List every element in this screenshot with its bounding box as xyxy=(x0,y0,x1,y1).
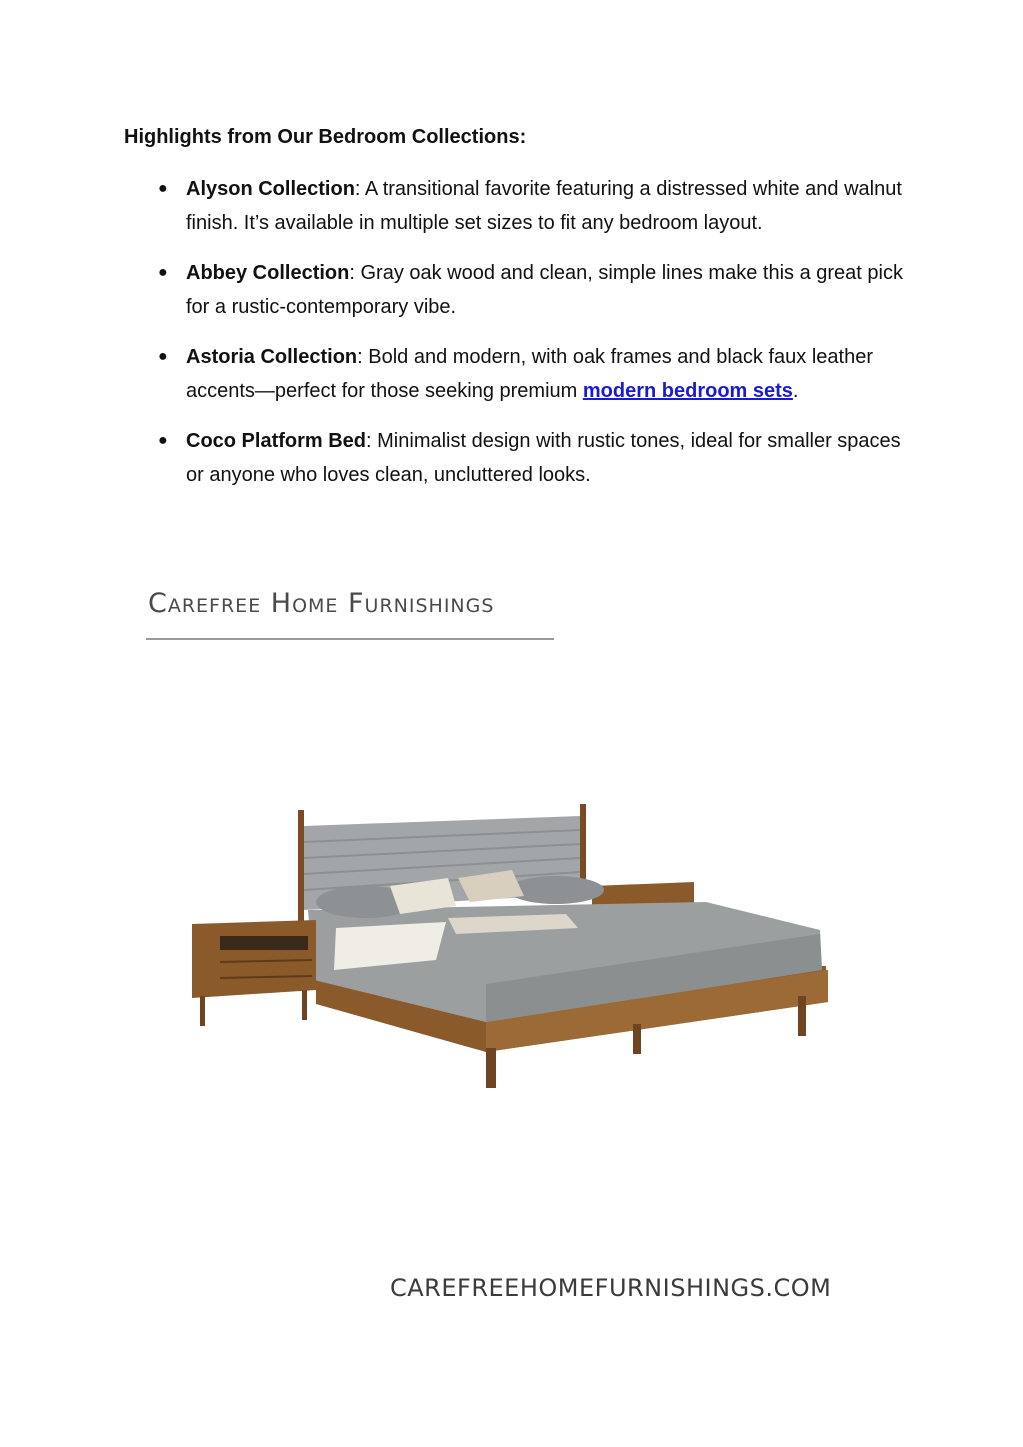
item-name: Abbey Collection xyxy=(186,262,350,284)
bed-leg xyxy=(633,1024,641,1054)
bed-leg xyxy=(798,996,806,1036)
item-text: : Gray oak wood and clean, simple lines make this a great pick for a rustic-contemporary vibe. xyxy=(186,262,903,318)
nightstand-leg xyxy=(302,990,307,1020)
item-name: Astoria Collection xyxy=(186,346,358,368)
bed-product-image xyxy=(186,790,836,1090)
bullet-icon: ● xyxy=(158,264,168,281)
headboard-post-left xyxy=(298,810,304,930)
list-item xyxy=(124,424,904,492)
bullet-icon: ● xyxy=(158,348,168,365)
page-heading: Highlights from Our Bedroom Collections: xyxy=(124,126,527,148)
pillow xyxy=(508,876,604,904)
list-item xyxy=(124,256,904,324)
item-text: : A transitional favorite featuring a distressed white and walnut finish. It’s available in multiple set sizes to fit any bedroom layout. xyxy=(186,178,902,234)
list-item xyxy=(124,172,904,240)
bullet-icon: ● xyxy=(158,432,168,449)
modern-bedroom-sets-link[interactable]: modern bedroom sets xyxy=(582,380,793,402)
bed-illustration xyxy=(186,790,836,1090)
bed-leg xyxy=(486,1048,496,1088)
list-item xyxy=(124,340,904,408)
website-url: CAREFREEHOMEFURNISHINGS.COM xyxy=(390,1274,832,1302)
item-name: Coco Platform Bed xyxy=(186,430,367,452)
bullet-icon: ● xyxy=(158,180,168,197)
item-name: Alyson Collection xyxy=(186,178,355,200)
item-text: : Minimalist design with rustic tones, ideal for smaller spaces or anyone who loves clean, uncluttered looks. xyxy=(186,430,901,486)
brand-divider xyxy=(146,638,554,640)
item-text-after: . xyxy=(792,380,799,402)
item-text: : Bold and modern, with oak frames and black faux leather accents—perfect for those seeking premium xyxy=(186,346,873,402)
nightstand-shelf xyxy=(220,936,308,950)
nightstand-left xyxy=(192,920,316,998)
collection-list xyxy=(124,172,904,508)
nightstand-leg xyxy=(200,996,205,1026)
brand-logo: Carefree Home Furnishings xyxy=(148,588,495,619)
